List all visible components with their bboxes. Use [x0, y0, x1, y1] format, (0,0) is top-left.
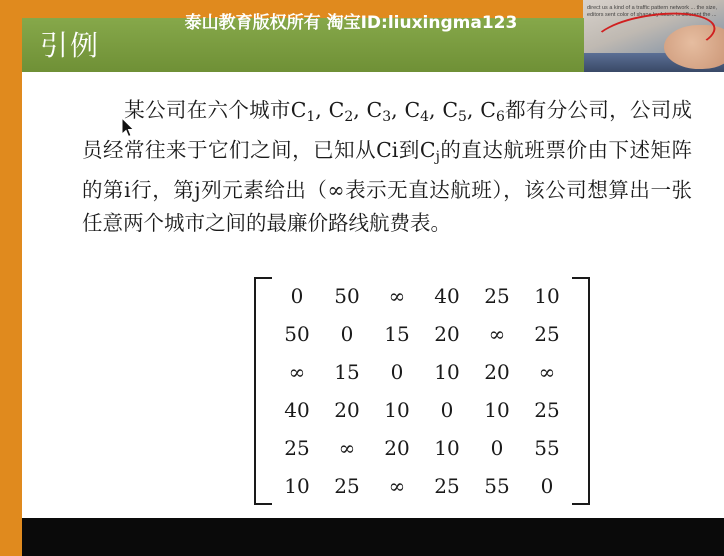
matrix-cell: 0 — [390, 360, 404, 384]
matrix-cell: ∞ — [388, 284, 406, 308]
para-seg-4: , C — [391, 98, 421, 122]
subscript-2: 2 — [344, 108, 354, 125]
matrix-cell: 55 — [484, 474, 510, 498]
matrix-cell: 20 — [384, 436, 410, 460]
matrix-cell: ∞ — [388, 474, 406, 498]
cost-matrix — [254, 277, 590, 505]
matrix-cell: 50 — [284, 322, 310, 346]
matrix-cell: 0 — [490, 436, 504, 460]
matrix-cell: 25 — [484, 284, 510, 308]
matrix-cell: 10 — [384, 398, 410, 422]
matrix-cell: 25 — [284, 436, 310, 460]
para-seg-8: 的直达航班票价由下述矩阵的第i行，第j列元素给出（∞表示无直达航班），该公司想算出一张任意两个城市之间的最廉价路线航费表。 — [82, 137, 692, 235]
matrix-cell: 25 — [534, 398, 560, 422]
body-paragraph — [82, 94, 692, 240]
matrix-cell: 40 — [284, 398, 310, 422]
matrix-cell: 20 — [434, 322, 460, 346]
subscript-3: 3 — [382, 108, 392, 125]
subscript-4: 4 — [420, 108, 430, 125]
matrix-cell: 15 — [384, 322, 410, 346]
page-title: 引例 — [40, 29, 101, 62]
matrix-cell: 25 — [334, 474, 360, 498]
matrix-cell: 0 — [540, 474, 554, 498]
table-row — [272, 277, 572, 315]
matrix-cell: 40 — [434, 284, 460, 308]
table-row — [272, 315, 572, 353]
matrix-cell: 10 — [434, 360, 460, 384]
matrix-left-bracket — [254, 277, 272, 505]
matrix-cell: 25 — [434, 474, 460, 498]
left-orange-margin — [0, 0, 22, 556]
table-row — [272, 353, 572, 391]
matrix-cell: 55 — [534, 436, 560, 460]
para-seg-2: , C — [315, 98, 345, 122]
para-seg-7: 都有分公司，公司成员经常往来于它们之间，已知从Ci到C — [82, 98, 693, 162]
matrix-cell: ∞ — [338, 436, 356, 460]
matrix-cell: ∞ — [538, 360, 556, 384]
para-seg-5: , C — [429, 98, 459, 122]
para-seg-1: 某公司在六个城市C — [124, 98, 307, 122]
matrix-cell: 10 — [284, 474, 310, 498]
footer-watermark: 泰山教育版权所有 淘宝ID:liuxingma123 — [184, 13, 518, 33]
matrix-cell: 0 — [440, 398, 454, 422]
subscript-j: j — [435, 148, 440, 165]
subscript-1: 1 — [306, 108, 316, 125]
matrix-cell: 10 — [534, 284, 560, 308]
subscript-5: 5 — [458, 108, 467, 125]
subscript-6: 6 — [495, 108, 505, 125]
matrix-cell: 20 — [334, 398, 360, 422]
para-seg-3: , C — [353, 98, 383, 122]
matrix-cell: 20 — [484, 360, 510, 384]
matrix-cell: ∞ — [288, 360, 306, 384]
matrix-cell: 10 — [484, 398, 510, 422]
photo-caption-text: direct us a kind of a traffic pattern network ... the size, editors sent color of shape by future is different the ... — [587, 5, 718, 18]
para-seg-6: , C — [466, 98, 496, 122]
matrix-cell: ∞ — [488, 322, 506, 346]
table-row — [272, 391, 572, 429]
matrix-cell: 25 — [534, 322, 560, 346]
matrix-table — [272, 277, 572, 505]
matrix-cell: 15 — [334, 360, 360, 384]
matrix-cell: 10 — [434, 436, 460, 460]
footer-bar — [22, 518, 724, 556]
matrix-cell: 50 — [334, 284, 360, 308]
table-row — [272, 429, 572, 467]
matrix-cell: 0 — [340, 322, 354, 346]
table-row — [272, 467, 572, 505]
matrix-cell: 0 — [290, 284, 304, 308]
matrix-right-bracket — [572, 277, 590, 505]
